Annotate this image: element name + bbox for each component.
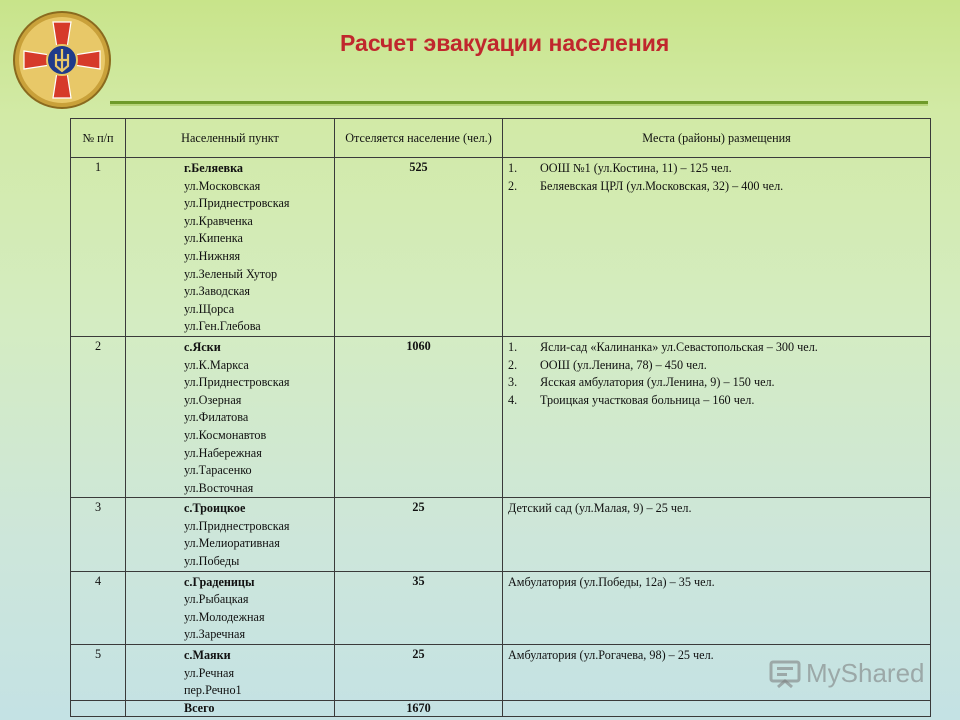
street-name: ул.Победы	[184, 554, 240, 569]
street-name: ул.Озерная	[184, 392, 242, 407]
table-header-row	[71, 119, 931, 158]
street-name: ул.Ген.Глебова	[184, 319, 261, 334]
street-name: ул.Щорса	[184, 301, 235, 316]
street-name: ул.Кипенка	[184, 231, 243, 246]
street-name: ул.Заречная	[184, 627, 246, 642]
settlement-cell	[126, 498, 335, 571]
placement-item	[508, 500, 930, 518]
settlement-name: с.Троицкое	[184, 501, 246, 516]
total-num-cell	[71, 700, 126, 716]
header-where: Места (районы) размещения	[503, 119, 931, 158]
evacuee-count: 525	[335, 158, 503, 337]
placement-item-number: 4.	[508, 392, 518, 407]
title-divider-shadow	[110, 104, 928, 106]
total-label-text: Всего	[184, 700, 215, 715]
placement-item-number: 3.	[508, 375, 518, 390]
placement-cell	[503, 158, 931, 337]
evacuation-table	[70, 118, 931, 717]
street-name: ул.Тарасенко	[184, 463, 252, 478]
table-body	[71, 158, 931, 717]
table-row	[71, 498, 931, 571]
evacuee-count: 25	[335, 645, 503, 701]
total-where-cell	[503, 700, 931, 716]
evacuee-count: 35	[335, 571, 503, 644]
emergency-service-emblem-icon	[12, 10, 112, 110]
evacuee-count: 1060	[335, 336, 503, 497]
placement-item	[508, 160, 930, 178]
placement-item-number: 1.	[508, 339, 518, 354]
row-number: 5	[71, 645, 126, 701]
placement-item	[508, 374, 930, 392]
placement-item	[508, 178, 930, 196]
placement-item-number: 1.	[508, 161, 518, 175]
table-row	[71, 571, 931, 644]
street-name: ул.Приднестровская	[184, 196, 290, 211]
street-name: ул.Зеленый Хутор	[184, 266, 278, 281]
street-name: ул.Рыбацкая	[184, 592, 249, 607]
row-number: 2	[71, 336, 126, 497]
street-name: ул.Приднестровская	[184, 518, 290, 533]
placement-item	[508, 392, 930, 410]
placement-item	[508, 574, 930, 592]
street-name: ул.Кравченка	[184, 213, 253, 228]
settlement-cell	[126, 336, 335, 497]
watermark	[768, 656, 925, 690]
street-name: ул.Заводская	[184, 284, 250, 299]
street-name: ул.Космонавтов	[184, 427, 267, 442]
total-row	[71, 700, 931, 716]
street-name: ул.К.Маркса	[184, 357, 249, 372]
header-count: Отселяется население (чел.)	[335, 119, 503, 158]
header-place: Населенный пункт	[126, 119, 335, 158]
street-name: ул.Нижняя	[184, 248, 241, 263]
street-name: ул.Восточная	[184, 480, 254, 495]
placement-item-text: ООШ (ул.Ленина, 78) – 450 чел.	[540, 357, 707, 372]
placement-cell	[503, 336, 931, 497]
placement-item-text: Амбулатория (ул.Победы, 12а) – 35 чел.	[508, 574, 715, 589]
settlement-name: с.Яски	[184, 339, 221, 354]
total-count: 1670	[335, 700, 503, 716]
placement-item-number: 2.	[508, 357, 518, 372]
street-name: ул.Приднестровская	[184, 375, 290, 390]
settlement-name: с.Граденицы	[184, 574, 255, 589]
street-name: ул.Мелиоративная	[184, 536, 280, 551]
total-label	[126, 700, 335, 716]
street-name: ул.Молодежная	[184, 609, 265, 624]
placement-item-text: Ясли-сад «Калинанка» ул.Севастопольская – 300 чел.	[540, 339, 818, 354]
evacuee-count: 25	[335, 498, 503, 571]
placement-item	[508, 339, 930, 357]
row-number: 4	[71, 571, 126, 644]
presentation-icon	[768, 657, 802, 689]
placement-item-text: Амбулатория (ул.Рогачева, 98) – 25 чел.	[508, 648, 714, 663]
placement-item	[508, 357, 930, 375]
page-title: Расчет эвакуации населения	[340, 30, 670, 56]
placement-item-text: Беляевская ЦРЛ (ул.Московская, 32) – 400 чел.	[540, 178, 784, 193]
settlement-cell	[126, 645, 335, 701]
table-row	[71, 336, 931, 497]
street-name: пер.Речно1	[184, 683, 242, 698]
street-name: ул.Набережная	[184, 445, 262, 460]
row-number: 1	[71, 158, 126, 337]
placement-item-number: 2.	[508, 178, 518, 193]
street-name: ул.Филатова	[184, 410, 249, 425]
placement-cell	[503, 571, 931, 644]
table-row	[71, 158, 931, 337]
row-number: 3	[71, 498, 126, 571]
placement-item-text: Ясская амбулатория (ул.Ленина, 9) – 150 чел.	[540, 375, 775, 390]
settlement-name: г.Беляевка	[184, 161, 244, 175]
settlement-name: с.Маяки	[184, 648, 231, 663]
street-name: ул.Московская	[184, 178, 261, 193]
placement-item-text: Троицкая участковая больница – 160 чел.	[540, 392, 755, 407]
street-name: ул.Речная	[184, 665, 235, 680]
placement-item-text: Детский сад (ул.Малая, 9) – 25 чел.	[508, 501, 692, 516]
placement-item-text: ООШ №1 (ул.Костина, 11) – 125 чел.	[540, 161, 732, 175]
header-num: № п/п	[71, 119, 126, 158]
watermark-text: MyShared	[806, 657, 925, 688]
settlement-cell	[126, 571, 335, 644]
placement-cell	[503, 498, 931, 571]
settlement-cell	[126, 158, 335, 337]
